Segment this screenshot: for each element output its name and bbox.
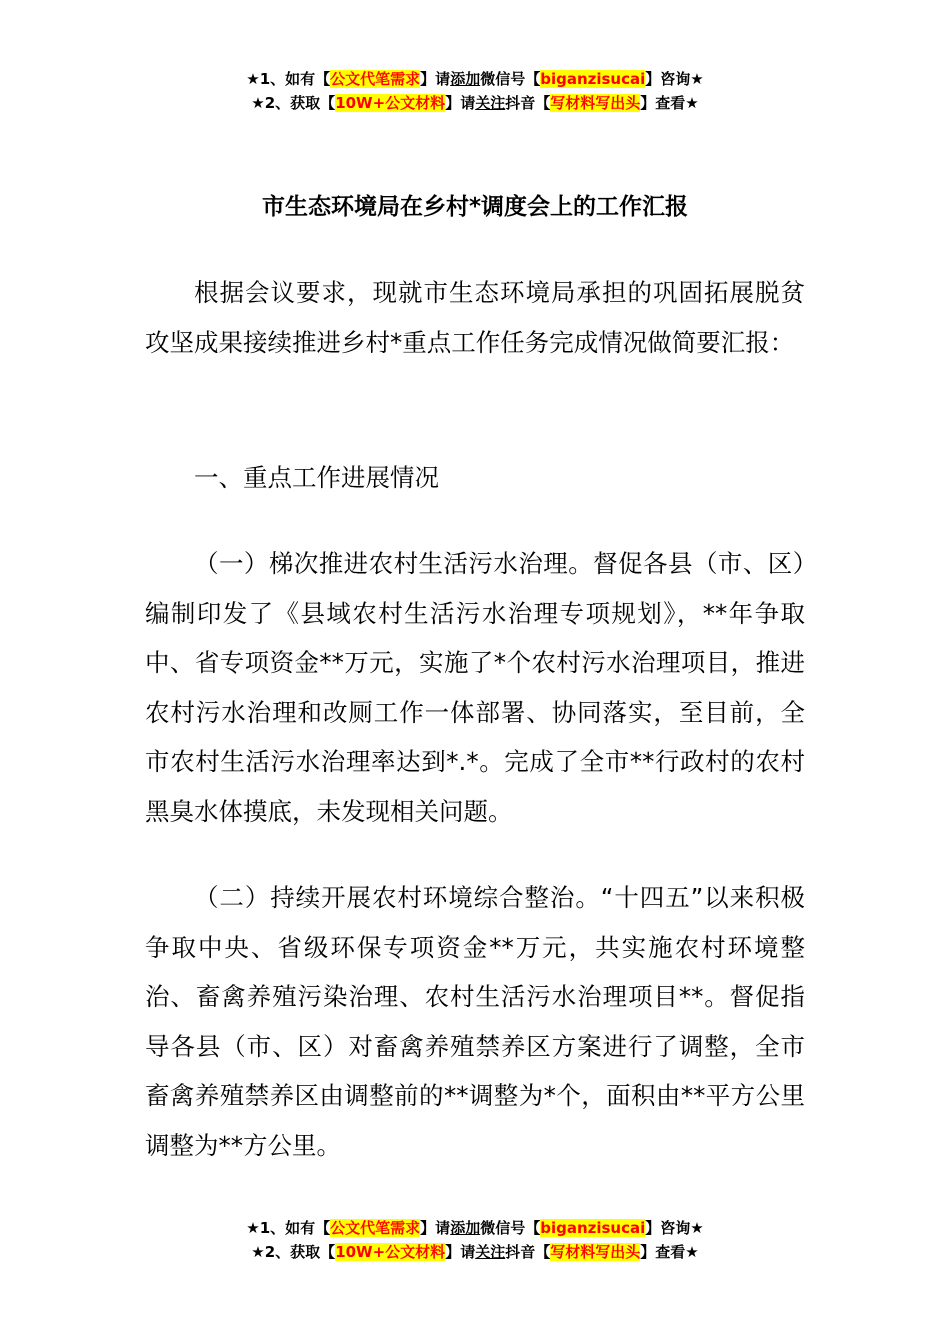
banner-text: 微信号【 <box>480 1219 541 1237</box>
highlight-douyin-account: 写材料写出头 <box>550 94 641 112</box>
banner-text: 】咨询★ <box>645 1219 704 1237</box>
highlight-service: 公文代笔需求 <box>330 70 421 88</box>
document-title: 市生态环境局在乡村*调度会上的工作汇报 <box>261 194 689 220</box>
banner-text: 】请 <box>445 94 476 112</box>
body-paragraph-2: （二）持续开展农村环境综合整治。“十四五”以来积极争取中央、省级环保专项资金**万元，共实施农村环境整治、畜禽养殖污染治理、农村生活污水治理项目**。督促指导各县（市、区）对畜禽养殖禁养区方案进行了调整，全市畜禽养殖禁养区由调整前的**调整为*个，面积由**平方公里调整为**方公里。 <box>145 883 805 1160</box>
underlined-follow: 关注 <box>475 1243 506 1261</box>
banner-text: 】请 <box>420 1219 451 1237</box>
highlight-service: 公文代笔需求 <box>330 1219 421 1237</box>
intro-paragraph: 根据会议要求，现就市生态环境局承担的巩固拓展脱贫攻坚成果接续推进乡村*重点工作任务完成情况做简要汇报： <box>145 278 805 357</box>
banner-line-2 <box>0 1240 950 1264</box>
header-banner <box>0 67 950 115</box>
banner-text: 】请 <box>420 70 451 88</box>
banner-text: 微信号【 <box>480 70 541 88</box>
highlight-wechat-id: biganzisucai <box>540 70 646 88</box>
banner-text: 】请 <box>445 1243 476 1261</box>
banner-text: ★2、获取【 <box>251 1243 336 1261</box>
section-heading: 一、重点工作进展情况 <box>194 463 439 492</box>
banner-text: ★1、如有【 <box>246 1219 331 1237</box>
highlight-douyin-account: 写材料写出头 <box>550 1243 641 1261</box>
banner-text: 】查看★ <box>640 94 699 112</box>
banner-text: 抖音【 <box>505 94 551 112</box>
underlined-add: 添加 <box>450 70 481 88</box>
banner-text: 抖音【 <box>505 1243 551 1261</box>
banner-text: ★2、获取【 <box>251 94 336 112</box>
banner-line-2 <box>0 91 950 115</box>
banner-line-1 <box>0 67 950 91</box>
highlight-materials: 10W+公文材料 <box>335 1243 446 1261</box>
footer-banner <box>0 1216 950 1264</box>
banner-text: ★1、如有【 <box>246 70 331 88</box>
highlight-wechat-id: biganzisucai <box>540 1219 646 1237</box>
underlined-follow: 关注 <box>475 94 506 112</box>
underlined-add: 添加 <box>450 1219 481 1237</box>
banner-line-1 <box>0 1216 950 1240</box>
banner-text: 】咨询★ <box>645 70 704 88</box>
body-paragraph-1: （一）梯次推进农村生活污水治理。督促各县（市、区）编制印发了《县域农村生活污水治理专项规划》，**年争取中、省专项资金**万元，实施了*个农村污水治理项目，推进农村污水治理和改厕工作一体部署、协同落实，至目前，全市农村生活污水治理率达到*.*。完成了全市**行政村的农村黑臭水体摸底，未发现相关问题。 <box>145 549 805 826</box>
banner-text: 】查看★ <box>640 1243 699 1261</box>
highlight-materials: 10W+公文材料 <box>335 94 446 112</box>
